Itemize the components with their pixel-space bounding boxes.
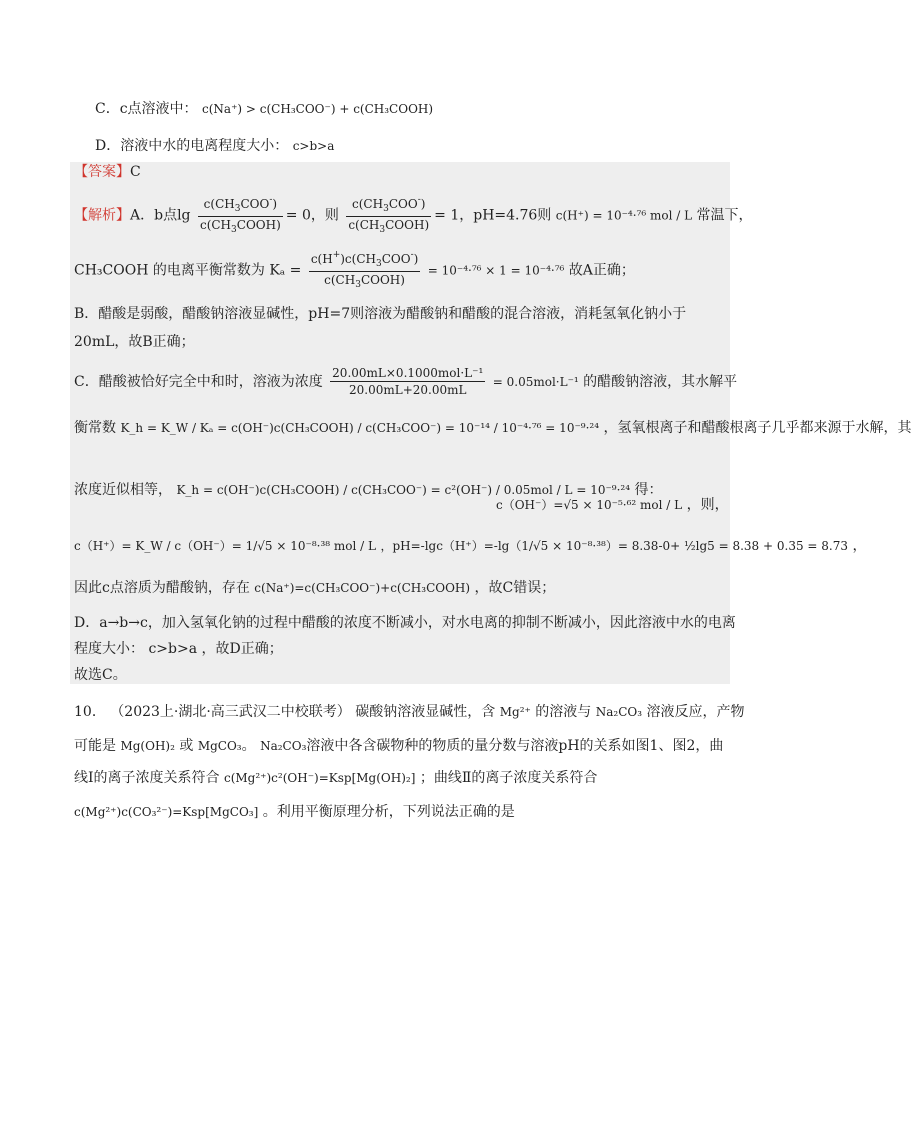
analysis-a2-end: 故A正确； <box>568 262 635 279</box>
log-ratio-fraction: $\frac{c(CH_3COO^-)}{c(CH_3COOH)}$ <box>199 195 281 235</box>
analysis-c3-prefix: 浓度近似相等， <box>74 482 172 498</box>
q10-l2-mgco3: MgCO₃ <box>197 739 242 753</box>
analysis-tag: 【解析】 <box>74 207 130 224</box>
option-d-formula: c>b>a <box>292 139 335 153</box>
q10-l2-mgoh2: Mg(OH)₂ <box>120 739 175 753</box>
analysis-c3-end: ，则， <box>686 497 729 513</box>
analysis-c-line4 <box>74 538 866 555</box>
analysis-d-line1: D．a→b→c，加入氢氧化钠的过程中醋酸的浓度不断减小，对水电离的抑制不断减小，因此溶液中水的电离 <box>74 615 736 631</box>
concentration-denominator: 20.00mL+20.00mL <box>349 383 467 398</box>
analysis-a1-mid1: = 0，则 <box>285 207 339 224</box>
analysis-a2-result: = 10⁻⁴·⁷⁶ × 1 = 10⁻⁴·⁷⁶ <box>427 263 565 278</box>
q10-l2-text: 溶液中各含碳物种的物质的量分数与溶液 <box>306 738 559 754</box>
answer-line <box>74 164 141 181</box>
analysis-c1-prefix: C．醋酸被恰好完全中和时，溶液为浓度 <box>74 373 323 390</box>
option-d-label: D．溶液中水的电离程度大小： <box>95 138 289 154</box>
h-concentration: c（H⁺）= K_W / c（OH⁻）= 1/√5 × 10⁻⁸·³⁸ mol / L <box>74 539 376 553</box>
analysis-b-line2: 20mL，故B正确； <box>74 334 195 350</box>
ka-fraction: $\frac{c(H^+)c(CH_3COO^-)}{c(CH_3COOH)}$ <box>310 250 419 290</box>
q10-line2 <box>74 738 723 755</box>
mass-balance-formula: c(Na⁺)=c(CH₃COO⁻)+c(CH₃COOH) <box>254 581 471 595</box>
q10-l3-prefix: 线Ⅰ的离子浓度关系符合 <box>74 770 220 786</box>
ratio-fraction: $\frac{c(CH_3COO^-)}{c(CH_3COOH)}$ <box>348 195 430 235</box>
q10-l1-mg: Mg²⁺ <box>499 705 531 719</box>
analysis-c3-mid: 得： <box>634 482 663 498</box>
analysis-a2-prefix: CH₃COOH <box>74 262 149 279</box>
concentration-numerator: 20.00mL×0.1000mol·L⁻¹ <box>330 366 485 382</box>
analysis-c2-prefix: 衡常数 <box>74 420 116 436</box>
analysis-a1-mid2: = 1，pH=4.76则 <box>434 207 552 224</box>
answer-tag: 【答案】 <box>74 164 130 180</box>
analysis-a1-ch: c(H⁺) = 10⁻⁴·⁷⁶ mol / L <box>555 208 693 223</box>
q10-l1-end: 溶液反应，产物 <box>646 704 745 720</box>
q10-l3-end: ；曲线Ⅱ的离子浓度关系符合 <box>419 770 598 786</box>
analysis-c1-result: = 0.05mol·L⁻¹ <box>492 374 579 389</box>
q10-line1 <box>74 704 745 721</box>
q10-l1-mid: 的溶液与 <box>535 704 592 720</box>
analysis-c2-end: ，氢氧根离子和醋酸根离子几乎都来源于水解，其 <box>603 420 911 436</box>
analysis-a-line2 <box>74 250 635 291</box>
concentration-fraction <box>330 366 485 398</box>
answer-value: C <box>130 164 141 180</box>
analysis-d2-text: 程度大小： <box>74 641 144 657</box>
q10-l2-ph: pH <box>558 738 580 754</box>
q10-l4-end: 。利用平衡原理分析，下列说法正确的是 <box>262 804 515 820</box>
q10-l1-na2co3: Na₂CO₃ <box>595 705 643 719</box>
ph-calculation: ，pH=-lgc（H⁺）=-lg（1/√5 × 10⁻⁸·³⁸）= 8.38-0+ ½lg5 = 8.38 + 0.35 = 8.73 <box>380 539 848 553</box>
option-c-label: C．c点溶液中： <box>95 101 198 117</box>
option-c-formula: c(Na⁺) > c(CH₃COO⁻) + c(CH₃COOH) <box>202 102 434 116</box>
analysis-c5-end: ，故C错误； <box>474 580 556 596</box>
analysis-c-line2 <box>74 420 911 437</box>
q10-source: （2023上·湖北·高三武汉二中校联考） <box>110 704 351 720</box>
analysis-c5-prefix: 因此c点溶质为醋酸钠，存在 <box>74 580 250 596</box>
q10-l2-or: 或 <box>179 738 194 754</box>
q10-line3 <box>74 770 597 787</box>
q10-l1-text: 碳酸钠溶液显碱性，含 <box>355 704 496 720</box>
option-d <box>95 138 334 155</box>
analysis-a1-prefix: A．b点lg <box>130 207 191 224</box>
analysis-c-line1 <box>74 366 737 398</box>
analysis-a-line1 <box>74 195 753 236</box>
analysis-c4-end: ， <box>852 538 867 554</box>
analysis-c1-end: 的醋酸钠溶液，其水解平 <box>583 373 738 390</box>
option-c <box>95 101 433 118</box>
analysis-d2-end: ，故D正确； <box>201 641 283 657</box>
analysis-a2-text: 的电离平衡常数为 <box>152 262 265 279</box>
analysis-c-line5 <box>74 580 555 597</box>
analysis-a2-ka: Kₐ = <box>269 262 302 279</box>
analysis-d2-val: c>b>a <box>148 641 198 657</box>
q10-l3-formula: c(Mg²⁺)c²(OH⁻)=Ksp[Mg(OH)₂] <box>223 771 416 785</box>
analysis-c-line3b <box>496 497 729 514</box>
analysis-b-line1: B．醋酸是弱酸，醋酸钠溶液显碱性，pH=7则溶液为醋酸钠和醋酸的混合溶液，消耗氢氧化钠小于 <box>74 306 687 322</box>
analysis-d-line2 <box>74 641 283 658</box>
kh-approx-formula: K_h = c(OH⁻)c(CH₃COOH) / c(CH₃COO⁻) = c²(OH⁻) / 0.05mol / L = 10⁻⁹·²⁴ <box>176 483 631 497</box>
kh-formula: K_h = K_W / Kₐ = c(OH⁻)c(CH₃COOH) / c(CH₃COO⁻) = 10⁻¹⁴ / 10⁻⁴·⁷⁶ = 10⁻⁹·²⁴ <box>120 421 600 435</box>
analysis-a1-end: 常温下， <box>696 207 753 224</box>
q10-l2-dot: 。 <box>241 738 256 754</box>
q10-l2-prefix: 可能是 <box>74 738 116 754</box>
q10-l4-formula: c(Mg²⁺)c(CO₃²⁻)=Ksp[MgCO₃] <box>74 805 259 819</box>
q10-l2-end: 的关系如图1、图2，曲 <box>579 738 724 754</box>
oh-concentration: c（OH⁻）=√5 × 10⁻⁵·⁶² mol / L <box>496 498 683 512</box>
analysis-final: 故选C。 <box>74 667 127 683</box>
q10-number: 10． <box>74 704 106 720</box>
q10-line4 <box>74 804 515 821</box>
q10-l2-na2co3: Na₂CO₃ <box>260 739 307 753</box>
